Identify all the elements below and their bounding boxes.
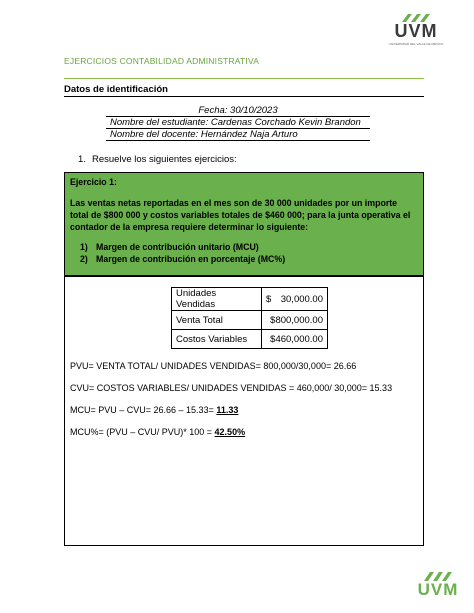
logo-tagline: UNIVERSIDAD DEL VALLE DE MÉXICO bbox=[388, 42, 444, 46]
exercise-item bbox=[70, 241, 418, 253]
table-cell-label: Costos Variables bbox=[172, 330, 262, 349]
mc-percent-result: 42.50% bbox=[214, 427, 246, 437]
date-line: Fecha: 30/10/2023 bbox=[106, 105, 370, 117]
logo-wordmark: UVM bbox=[394, 21, 438, 41]
instruction-text: Resuelve los siguientes ejercicios: bbox=[92, 154, 237, 165]
footer-logo-wordmark: UVM bbox=[417, 580, 459, 599]
uvm-footer-logo bbox=[410, 572, 466, 606]
value-text: 30,000.00 bbox=[280, 293, 323, 305]
exercise-item-label: Margen de contribución unitario (MCU) bbox=[96, 242, 259, 252]
identification-block bbox=[106, 105, 370, 141]
student-line: Nombre del estudiante: Cardenas Corchado Kevin Brandon bbox=[106, 117, 370, 129]
exercise-item bbox=[70, 253, 418, 265]
table-row bbox=[172, 288, 328, 311]
table-row bbox=[172, 311, 328, 330]
table-cell-value bbox=[262, 288, 328, 311]
currency-symbol: $ bbox=[266, 293, 272, 305]
table-cell-label: Unidades Vendidas bbox=[172, 288, 262, 311]
mcu-formula-text: MCU= PVU – CVU= 26.66 – 15.33= bbox=[70, 405, 217, 415]
exercise-item-label: Margen de contribución en porcentaje (MC%) bbox=[96, 254, 286, 264]
instruction bbox=[78, 154, 237, 165]
uvm-logo bbox=[384, 14, 448, 48]
identification-divider bbox=[64, 96, 424, 97]
document-title: EJERCICIOS CONTABILIDAD ADMINISTRATIVA bbox=[64, 56, 260, 66]
cvu-formula: CVU= COSTOS VARIABLES/ UNIDADES VENDIDAS = 460,000/ 30,000= 15.33 bbox=[70, 383, 393, 393]
exercise-statement: Las ventas netas reportadas en el mes son de 30 000 unidades por un importe total de $800 000 y costos variables totales de $460 000; para la junta operativa el contador de la empresa requiere determinar lo siguiente: bbox=[70, 198, 411, 232]
table-cell-value bbox=[262, 330, 328, 349]
mcu-result: 11.33 bbox=[216, 405, 239, 415]
instruction-number: 1. bbox=[78, 154, 86, 165]
exercise-item-number: 1) bbox=[80, 242, 88, 252]
data-table bbox=[171, 287, 328, 349]
mc-percent-formula-text: MCU%= (PVU – CVU/ PVU)* 100 = bbox=[70, 427, 215, 437]
solution-box bbox=[64, 276, 424, 546]
mc-percent-formula bbox=[70, 427, 245, 437]
exercise-title: Ejercicio 1: bbox=[70, 177, 117, 187]
value-text: $800,000.00 bbox=[270, 314, 323, 326]
title-divider bbox=[64, 78, 424, 79]
mcu-formula bbox=[70, 405, 238, 415]
exercise-box bbox=[64, 172, 424, 276]
identification-heading: Datos de identificación bbox=[64, 84, 168, 95]
pvu-formula: PVU= VENTA TOTAL/ UNIDADES VENDIDAS= 800,000/30,000= 26.66 bbox=[70, 361, 357, 371]
table-cell-value bbox=[262, 311, 328, 330]
value-text: $460,000.00 bbox=[270, 333, 323, 345]
teacher-line: Nombre del docente: Hernández Naja Arturo bbox=[106, 129, 370, 141]
table-cell-label: Venta Total bbox=[172, 311, 262, 330]
exercise-item-number: 2) bbox=[80, 254, 88, 264]
table-row bbox=[172, 330, 328, 349]
